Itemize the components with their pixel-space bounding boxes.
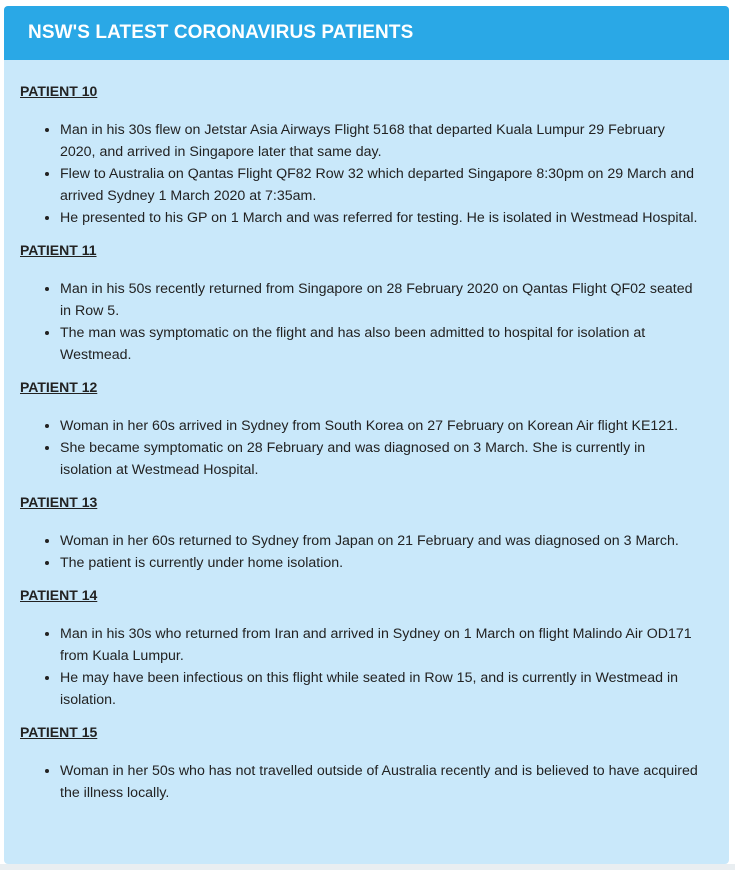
list-item: Woman in her 50s who has not travelled outside of Australia recently and is believed to have acquired the illness locally.	[60, 760, 713, 804]
patient-heading: PATIENT 12	[20, 379, 98, 395]
patient-heading: PATIENT 13	[20, 494, 98, 510]
list-item: He may have been infectious on this flight while seated in Row 15, and is currently in Westmead in isolation.	[60, 667, 713, 711]
patient-details-list	[20, 415, 713, 481]
list-item: The man was symptomatic on the flight and has also been admitted to hospital for isolation at Westmead.	[60, 322, 713, 366]
list-item: She became symptomatic on 28 February and was diagnosed on 3 March. She is currently in isolation at Westmead Hospital.	[60, 437, 713, 481]
list-item: Woman in her 60s arrived in Sydney from South Korea on 27 February on Korean Air flight KE121.	[60, 415, 713, 437]
patient-section	[20, 80, 713, 229]
list-item: Man in his 30s flew on Jetstar Asia Airways Flight 5168 that departed Kuala Lumpur 29 February 2020, and arrived in Singapore later that same day.	[60, 119, 713, 163]
list-item: Flew to Australia on Qantas Flight QF82 Row 32 which departed Singapore 8:30pm on 29 March and arrived Sydney 1 March 2020 at 7:35am.	[60, 163, 713, 207]
list-item: Woman in her 60s returned to Sydney from Japan on 21 February and was diagnosed on 3 March.	[60, 530, 713, 552]
card-body	[4, 60, 729, 804]
patient-details-list	[20, 278, 713, 366]
list-item: He presented to his GP on 1 March and was referred for testing. He is isolated in Westmead Hospital.	[60, 207, 713, 229]
patient-details-list	[20, 119, 713, 229]
patient-section	[20, 376, 713, 481]
list-item: Man in his 50s recently returned from Singapore on 28 February 2020 on Qantas Flight QF02 seated in Row 5.	[60, 278, 713, 322]
patients-card	[4, 6, 729, 864]
patient-heading: PATIENT 10	[20, 83, 98, 99]
patient-section	[20, 721, 713, 804]
list-item: Man in his 30s who returned from Iran and arrived in Sydney on 1 March on flight Malindo Air OD171 from Kuala Lumpur.	[60, 623, 713, 667]
list-item: The patient is currently under home isolation.	[60, 552, 713, 574]
patient-heading: PATIENT 14	[20, 587, 98, 603]
card-header	[4, 6, 729, 60]
page-footer-strip	[0, 864, 735, 870]
patient-section	[20, 239, 713, 366]
patient-details-list	[20, 760, 713, 804]
patient-details-list	[20, 623, 713, 711]
patient-details-list	[20, 530, 713, 574]
patient-heading: PATIENT 15	[20, 724, 98, 740]
patient-heading: PATIENT 11	[20, 242, 97, 258]
card-title: NSW'S LATEST CORONAVIRUS PATIENTS	[28, 22, 414, 43]
patient-section	[20, 584, 713, 711]
patient-section	[20, 491, 713, 574]
